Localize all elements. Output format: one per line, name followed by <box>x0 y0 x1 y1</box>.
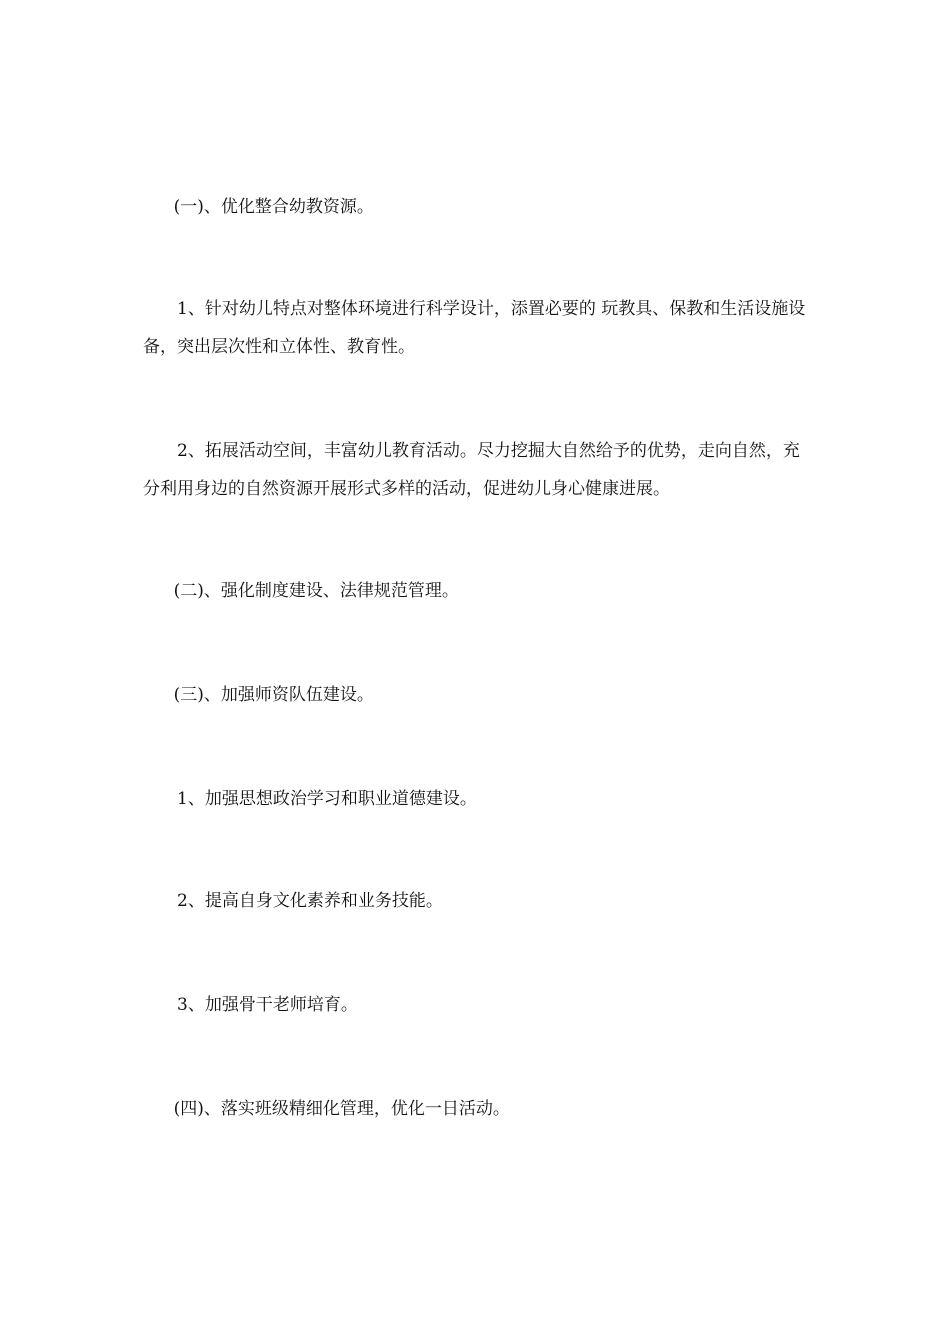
paragraph-item-3-2: 2、提高自身文化素养和业务技能。 <box>177 891 443 911</box>
paragraph-item-3-3: 3、加强骨干老师培育。 <box>177 995 358 1015</box>
paragraph-item-3-1: 1、加强思想政治学习和职业道德建设。 <box>177 789 477 809</box>
section-heading-4: (四)、落实班级精细化管理，优化一日活动。 <box>173 1099 510 1119</box>
section-heading-3: (三)、加强师资队伍建设。 <box>173 685 374 705</box>
section-heading-2: (二)、强化制度建设、法律规范管理。 <box>173 581 459 601</box>
paragraph-item-2: 2、拓展活动空间，丰富幼儿教育活动。尽力挖掘大自然给予的优势，走向自然，充分利用身边的自然资源开展形式多样的活动，促进幼儿身心健康进展。 <box>143 441 800 499</box>
paragraph-item-1: 1、针对幼儿特点对整体环境进行科学设计，添置必要的 玩教具、保教和生活设施设备，突出层次性和立体性、教育性。 <box>143 299 806 357</box>
section-heading-1: (一)、优化整合幼教资源。 <box>173 197 374 217</box>
